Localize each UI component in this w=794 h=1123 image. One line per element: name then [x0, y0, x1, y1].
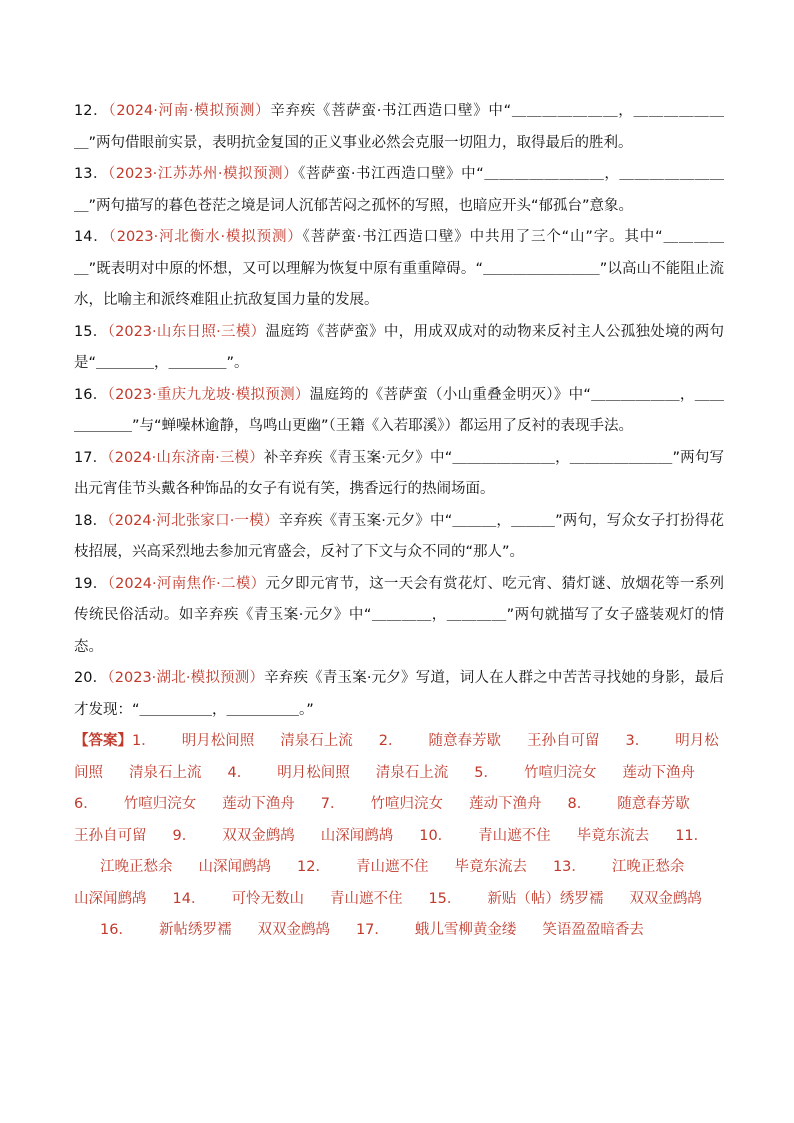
- answer-number: 10．: [419, 827, 453, 844]
- question-text: 辛弃疾《菩萨蛮·书江西造口壁》中“＿＿＿＿＿＿＿，＿＿＿＿＿＿＿”两句借眼前实景，表明抗金复国的正义事业必然会克服一切阻力，取得最后的胜利。: [74, 103, 724, 151]
- answer-line: 随意春芳歇: [617, 796, 690, 812]
- question-number: 17．: [74, 449, 108, 466]
- answer-line: 莲动下渔舟: [622, 764, 695, 781]
- answer-line: 莲动下渔舟: [222, 796, 295, 812]
- answer-line: 双双金鹧鸪: [222, 827, 295, 844]
- answer-section: [74, 726, 724, 947]
- answer-line: 王孙自可留: [526, 733, 600, 749]
- question-number: 12．: [74, 103, 109, 119]
- answer-line: 清泉石上流: [280, 733, 353, 749]
- answer-line: 青山遮不住: [355, 859, 429, 875]
- answer-line: 笑语盈盈暗香去: [542, 922, 644, 938]
- question-text: 补辛弃疾《青玉案·元夕》中“＿＿＿＿＿＿＿，＿＿＿＿＿＿＿”两句写出元宵佳节头戴各种饰品的女子有说有笑，携香远行的热闹场面。: [74, 449, 724, 497]
- question-number: 18．: [74, 512, 108, 529]
- question-source: （2023·河北衡水·模拟预测）: [108, 229, 303, 245]
- question-source: （2024·河北张家口·一模）: [107, 512, 279, 529]
- question-number: 14．: [74, 229, 109, 245]
- answer-tag: 【答案】: [74, 733, 132, 749]
- answer-number: 2．: [378, 733, 403, 749]
- answer-number: 12．: [297, 859, 330, 875]
- question-source: （2024·河南焦作·二模）: [107, 575, 266, 592]
- question-number: 19．: [74, 575, 108, 592]
- answer-line: 可怜无数山: [231, 890, 304, 907]
- answer-line: 明月松间照: [181, 733, 255, 749]
- answer-number: 5．: [474, 764, 498, 781]
- answer-line: 双双金鹧鸪: [257, 922, 330, 938]
- answer-line: 青山遮不住: [329, 890, 403, 907]
- question-item: [74, 443, 724, 506]
- answer-number: 13．: [552, 859, 586, 875]
- answer-line: 江晚正愁余: [100, 859, 173, 875]
- question-text: 《菩萨蛮·书江西造口壁》中“＿＿＿＿＿＿＿＿，＿＿＿＿＿＿＿＿”两句描写的暮色苍茫之境是词人沉郁苦闷之孤怀的写照，也暗应开头“郁孤台”意象。: [74, 166, 724, 214]
- answer-line: 青山遮不住: [478, 827, 551, 844]
- answer-number: 6．: [74, 796, 98, 812]
- answer-number: 7．: [320, 796, 345, 812]
- question-number: 16．: [74, 386, 108, 403]
- answer-number: 4．: [227, 764, 252, 781]
- question-number: 13．: [74, 166, 108, 182]
- answer-line: 蛾儿雪柳黄金缕: [414, 922, 517, 938]
- question-item: [74, 663, 724, 726]
- question-item: [74, 96, 724, 159]
- answer-line: 山深闻鹧鸪: [74, 890, 147, 907]
- answer-line: 山深闻鹧鸪: [198, 859, 271, 875]
- answer-number: 11．: [675, 827, 709, 844]
- question-source: （2024·山东济南·三模）: [107, 449, 264, 466]
- answer-number: 1．: [132, 733, 156, 749]
- answer-line: 明月松间照: [277, 764, 350, 781]
- answer-line: 竹喧归浣女: [523, 764, 597, 781]
- question-item: [74, 569, 724, 664]
- question-text: 《菩萨蛮·书江西造口壁》中共用了三个“山”字。其中“＿＿＿＿＿”既表明对中原的怀想，又可以理解为恢复中原有重重障碍。“＿＿＿＿＿＿＿＿”以高山不能阻止流水，比喻主和派终难阻止抗敌复国力量的发展。: [74, 229, 724, 308]
- question-list: [74, 96, 724, 726]
- answer-number: 17．: [355, 922, 389, 938]
- answer-number: 14．: [172, 890, 206, 907]
- answer-line: 毕竟东流去: [576, 827, 650, 844]
- question-item: [74, 380, 724, 443]
- question-source: （2023·江苏苏州·模拟预测）: [108, 166, 299, 182]
- question-item: [74, 317, 724, 380]
- question-text: 辛弃疾《青玉案·元夕》中“＿＿＿，＿＿＿”两句，写众女子打扮得花枝招展，兴高采烈地去参加元宵盛会，反衬了下文与众不同的“那人”。: [74, 512, 724, 560]
- answer-line: 新贴（帖）绣罗襦: [487, 890, 604, 907]
- answer-line: 随意春芳歇: [428, 733, 501, 749]
- question-text: 元夕即元宵节，这一天会有赏花灯、吃元宵、猜灯谜、放烟花等一系列传统民俗活动。如辛弃疾《青玉案·元夕》中“＿＿＿＿，＿＿＿＿”两句就描写了女子盛装观灯的情态。: [74, 575, 725, 655]
- answer-line: 江晚正愁余: [611, 859, 685, 875]
- question-item: [74, 506, 724, 569]
- answer-items: [74, 733, 721, 938]
- question-source: （2023·重庆九龙坡·模拟预测）: [107, 386, 310, 403]
- answer-line: 竹喧归浣女: [370, 796, 443, 812]
- answer-line: 毕竟东流去: [454, 859, 527, 875]
- question-source: （2023·湖北·模拟预测）: [107, 670, 265, 686]
- answer-number: 15．: [428, 890, 462, 907]
- question-item: [74, 159, 724, 222]
- answer-number: 9．: [172, 827, 197, 844]
- question-text: 温庭筠《菩萨蛮》中，用成双成对的动物来反衬主人公孤独处境的两句是“＿＿＿＿，＿＿＿＿”。: [74, 323, 725, 371]
- answer-line: 莲动下渔舟: [468, 796, 542, 812]
- answer-line: 王孙自可留: [74, 827, 147, 844]
- question-text: 辛弃疾《青玉案·元夕》写道，词人在人群之中苦苦寻找她的身影，最后才发现：“＿＿＿＿＿，＿＿＿＿＿。”: [74, 670, 724, 718]
- answer-line: 清泉石上流: [129, 764, 202, 781]
- document-page: [74, 96, 724, 947]
- answer-number: 8．: [567, 796, 592, 812]
- question-item: [74, 222, 724, 317]
- answer-line: 新帖绣罗襦: [158, 922, 232, 938]
- answer-number: 3．: [625, 733, 650, 749]
- answer-line: 明月松间照: [74, 733, 719, 781]
- question-source: （2023·山东日照·三模）: [107, 323, 266, 340]
- answer-line: 清泉石上流: [375, 764, 449, 781]
- question-source: （2024·河南·模拟预测）: [108, 103, 271, 119]
- answer-line: 双双金鹧鸪: [629, 890, 702, 907]
- question-text: 温庭筠的《菩萨蛮（小山重叠金明灭）》中“＿＿＿＿＿＿，＿＿＿＿＿＿”与“蝉噪林逾静，鸟鸣山更幽”（王籍《入若耶溪》）都运用了反衬的表现手法。: [74, 386, 724, 434]
- answer-line: 山深闻鹧鸪: [320, 827, 394, 844]
- question-number: 20．: [74, 670, 108, 686]
- answer-number: 16．: [100, 922, 133, 938]
- answer-line: 竹喧归浣女: [123, 796, 197, 812]
- question-number: 15．: [74, 323, 108, 340]
